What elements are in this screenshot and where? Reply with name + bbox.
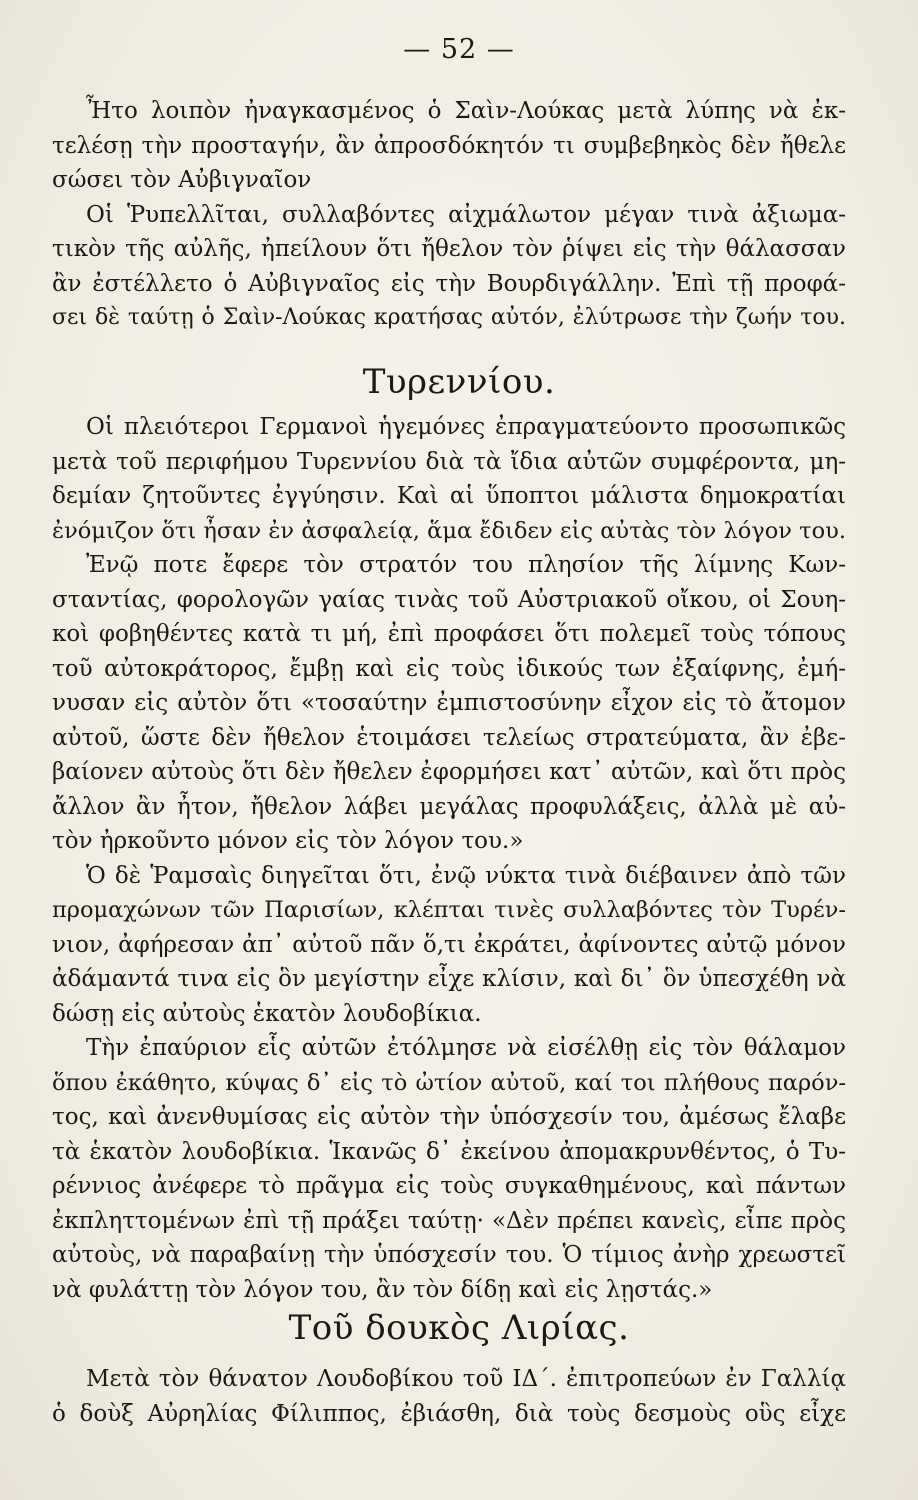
text-line: προμαχώνων τῶν Παρισίων, κλέπται τινὲς συλλαβόντες τὸν Τυρέν- bbox=[52, 897, 846, 923]
text-line: σταντίας, φορολογῶν γαίας τινὰς τοῦ Αὐστριακοῦ οἴκου, οἱ Σουη- bbox=[52, 586, 846, 613]
text-line: κοὶ φοβηθέντες κατὰ τι μή, ἐπὶ προφάσει ὅτι πολεμεῖ τοὺς τόπους bbox=[52, 621, 846, 647]
text-line: τος, καὶ ἀνενθυμίσας εἰς αὐτὸν τὴν ὑπόσχεσίν του, ἀμέσως ἔλαβε bbox=[52, 1104, 846, 1130]
section-heading: Τυρεννίου. bbox=[362, 362, 556, 402]
text-line: Ἦτο λοιπὸν ἠναγκασμένος ὁ Σαὶν-Λούκας μετὰ λύπης νὰ ἐκ- bbox=[86, 98, 846, 124]
text-line: ὅπου ἐκάθητο, κύψας δ᾽ εἰς τὸ ὠτίον αὐτοῦ, καί τοι πλήθους παρόν- bbox=[52, 1069, 846, 1096]
text-line: σει δὲ ταύτῃ ὁ Σαὶν-Λούκας κρατήσας αὐτόν, ἐλύτρωσε τὴν ζωήν του. bbox=[52, 305, 846, 330]
text-line: νυσαν εἰς αὐτὸν ὅτι «τοσαύτην ἐμπιστοσύνην εἶχον εἰς τὸ ἄτομον bbox=[52, 690, 846, 716]
text-line: δεμίαν ζητοῦντες ἐγγύησιν. Καὶ αἱ ὕποπτοι μάλιστα δημοκρατίαι bbox=[52, 483, 846, 509]
section-paragraphs-2 bbox=[52, 410, 846, 1307]
text-line: δώσῃ εἰς αὐτοὺς ἑκατὸν λουδοβίκια. bbox=[52, 1000, 482, 1027]
text-line: σώσει τὸν Αὐβιγναῖον bbox=[52, 167, 312, 193]
text-line: Ὁ δὲ Ῥαμσαὶς διηγεῖται ὅτι, ἐνῷ νύκτα τινὰ διέβαινεν ἀπὸ τῶν bbox=[86, 862, 846, 889]
text-line: αὐτοὺς, νὰ παραβαίνῃ τὴν ὑπόσχεσίν του. Ὁ τίμιος ἀνὴρ χρεωστεῖ bbox=[52, 1242, 846, 1268]
page-number: — 52 — bbox=[403, 34, 515, 65]
text-line: τὰ ἑκατὸν λουδοβίκια. Ἱκανῶς δ᾽ ἐκείνου ἀπομακρυνθέντος, ὁ Τυ- bbox=[52, 1138, 846, 1165]
text-line: Ἐνῷ ποτε ἔφερε τὸν στρατόν του πλησίον τῆς λίμνης Κων- bbox=[86, 552, 846, 578]
text-line: νὰ φυλάττῃ τὸν λόγον του, ἂν τὸν δίδῃ καὶ εἰς λῃστάς.» bbox=[52, 1276, 713, 1303]
text-line: τοῦ αὐτοκράτορος, ἔμβῃ καὶ εἰς τοὺς ἰδικούς των ἐξαίφνης, ἐμή- bbox=[52, 655, 846, 682]
text-line: ἄλλον ἂν ἦτον, ἤθελον λάβει μεγάλας προφυλάξεις, ἀλλὰ μὲ αὐ- bbox=[52, 793, 846, 820]
text-line: τικὸν τῆς αὐλῆς, ἠπείλουν ὅτι ἤθελον τὸν ῥίψει εἰς τὴν θάλασσαν bbox=[52, 236, 846, 262]
text-line: ἀδάμαντά τινα εἰς ὃν μεγίστην εἶχε κλίσιν, καὶ δι᾽ ὃν ὑπεσχέθη νὰ bbox=[52, 966, 846, 992]
text-line: ἐκπληττομένων ἐπὶ τῇ πράξει ταύτῃ· «Δὲν πρέπει κανεὶς, εἶπε πρὸς bbox=[52, 1207, 846, 1234]
text-line: Οἱ πλειότεροι Γερμανοὶ ἡγεμόνες ἐπραγματεύοντο προσωπικῶς bbox=[86, 414, 846, 440]
text-line: ἐνόμιζον ὅτι ἦσαν ἐν ἀσφαλείᾳ, ἅμα ἔδιδεν εἰς αὐτὰς τὸν λόγον του. bbox=[52, 517, 846, 544]
text-line: βαίονεν αὐτοὺς ὅτι δὲν ἤθελεν ἐφορμήσει κατ᾽ αὐτῶν, καὶ ὅτι πρὸς bbox=[52, 759, 846, 785]
text-line: Οἱ Ῥυπελλῖται, συλλαβόντες αἰχμάλωτον μέγαν τινὰ ἀξιωμα- bbox=[86, 201, 846, 228]
section-heading: Τοῦ δουκὸς Λιρίας. bbox=[288, 1308, 630, 1348]
section-paragraphs-1 bbox=[52, 94, 846, 336]
text-line: νιον, ἀφήρεσαν ἀπ᾽ αὐτοῦ πᾶν ὅ,τι ἐκράτει, ἀφίνοντες αὐτῷ μόνον bbox=[52, 931, 846, 958]
text-line: ἂν ἐστέλλετο ὁ Αὐβιγναῖος εἰς τὴν Βουρδιγάλλην. Ἐπὶ τῇ προφά- bbox=[52, 270, 846, 297]
text-line: τελέσῃ τὴν προσταγήν, ἂν ἀπροσδόκητόν τι συμβεβηκὸς δὲν ἤθελε bbox=[52, 132, 846, 159]
section-paragraphs-3 bbox=[52, 1362, 846, 1431]
text-line: τὸν ἠρκοῦντο μόνον εἰς τὸν λόγον του.» bbox=[52, 828, 524, 854]
text-line: Τὴν ἐπαύριον εἷς αὐτῶν ἐτόλμησε νὰ εἰσέλθῃ εἰς τὸν θάλαμον bbox=[86, 1035, 846, 1061]
text-line: ρέννιος ἀνέφερε τὸ πρᾶγμα εἰς τοὺς συγκαθημένους, καὶ πάντων bbox=[52, 1173, 846, 1199]
text-line: αὐτοῦ, ὥστε δὲν ἤθελον ἑτοιμάσει τελείως στρατεύματα, ἂν ἐβε- bbox=[52, 724, 846, 751]
text-line: μετὰ τοῦ περιφήμου Τυρεννίου διὰ τὰ ἴδια αὐτῶν συμφέροντα, μη- bbox=[52, 448, 846, 475]
text-line: Μετὰ τὸν θάνατον Λουδοβίκου τοῦ ΙΔ΄. ἐπιτροπεύων ἐν Γαλλίᾳ bbox=[86, 1366, 846, 1392]
text-line: ὁ δοὺξ Αὐρηλίας Φίλιππος, ἐβιάσθη, διὰ τοὺς δεσμοὺς οὓς εἶχε bbox=[52, 1400, 846, 1427]
